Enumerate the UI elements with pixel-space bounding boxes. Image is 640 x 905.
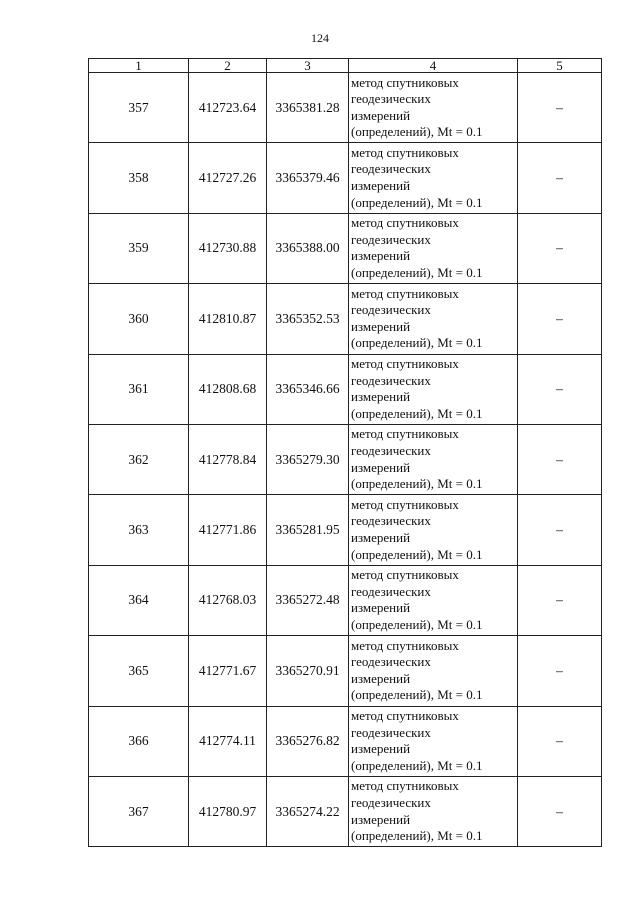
method-line: измерений bbox=[351, 459, 411, 475]
x-coordinate-cell: 412730.88 bbox=[189, 213, 267, 283]
method-line: (определений), Mt = 0.1 bbox=[351, 335, 483, 351]
point-number-cell: 359 bbox=[89, 213, 189, 283]
method-line: измерений bbox=[351, 318, 411, 334]
x-coordinate-cell: 412808.68 bbox=[189, 354, 267, 424]
method-line: (определений), Mt = 0.1 bbox=[351, 405, 483, 421]
method-line: измерений bbox=[351, 389, 411, 405]
note-cell: – bbox=[518, 284, 602, 354]
point-number-cell: 363 bbox=[89, 495, 189, 565]
y-coordinate-cell: 3365274.22 bbox=[267, 776, 349, 846]
note-cell: – bbox=[518, 424, 602, 494]
note-cell: – bbox=[518, 73, 602, 143]
method-line: (определений), Mt = 0.1 bbox=[351, 828, 483, 844]
method-line: геодезических bbox=[351, 795, 431, 810]
method-line: метод спутниковых bbox=[351, 496, 459, 512]
point-number-cell: 361 bbox=[89, 354, 189, 424]
coordinates-table bbox=[88, 58, 602, 847]
method-line: метод спутниковых bbox=[351, 708, 459, 724]
column-header-5: 5 bbox=[518, 59, 602, 73]
table-row bbox=[89, 424, 602, 494]
method-line: геодезических bbox=[351, 372, 431, 388]
x-coordinate-cell: 412810.87 bbox=[189, 284, 267, 354]
table-row bbox=[89, 143, 602, 213]
y-coordinate-cell: 3365379.46 bbox=[267, 143, 349, 213]
column-header-4: 4 bbox=[349, 59, 518, 73]
point-number-cell: 364 bbox=[89, 565, 189, 635]
y-coordinate-cell: 3365352.53 bbox=[267, 284, 349, 354]
method-line: измерений bbox=[351, 670, 411, 686]
x-coordinate-cell: 412774.11 bbox=[189, 706, 267, 776]
table-row bbox=[89, 706, 602, 776]
point-number-cell: 357 bbox=[89, 73, 189, 143]
method-line: (определений), Mt = 0.1 bbox=[351, 757, 483, 773]
method-line: метод спутниковых bbox=[351, 356, 459, 372]
note-cell: – bbox=[518, 636, 602, 706]
method-cell bbox=[349, 73, 518, 143]
method-cell bbox=[349, 776, 518, 846]
method-line: метод спутниковых bbox=[351, 215, 459, 231]
method-cell bbox=[349, 424, 518, 494]
method-cell bbox=[349, 284, 518, 354]
method-line: (определений), Mt = 0.1 bbox=[351, 194, 483, 210]
method-line: геодезических bbox=[351, 161, 431, 177]
x-coordinate-cell: 412771.86 bbox=[189, 495, 267, 565]
method-line: (определений), Mt = 0.1 bbox=[351, 687, 483, 703]
table-row bbox=[89, 636, 602, 706]
x-coordinate-cell: 412768.03 bbox=[189, 565, 267, 635]
method-line: (определений), Mt = 0.1 bbox=[351, 476, 483, 492]
point-number-cell: 366 bbox=[89, 706, 189, 776]
method-line: метод спутниковых bbox=[351, 285, 459, 301]
table-row bbox=[89, 73, 602, 143]
y-coordinate-cell: 3365270.91 bbox=[267, 636, 349, 706]
point-number-cell: 367 bbox=[89, 776, 189, 846]
table-row bbox=[89, 354, 602, 424]
table-row bbox=[89, 495, 602, 565]
table-body bbox=[89, 73, 602, 847]
note-cell: – bbox=[518, 706, 602, 776]
table-row bbox=[89, 213, 602, 283]
note-cell: – bbox=[518, 565, 602, 635]
method-line: геодезических bbox=[351, 513, 431, 529]
note-cell: – bbox=[518, 776, 602, 846]
method-line: (определений), Mt = 0.1 bbox=[351, 265, 483, 281]
x-coordinate-cell: 412727.26 bbox=[189, 143, 267, 213]
table-row bbox=[89, 284, 602, 354]
method-line: геодезических bbox=[351, 443, 431, 459]
method-line: геодезических bbox=[351, 231, 431, 247]
method-line: геодезических bbox=[351, 302, 431, 318]
method-cell bbox=[349, 565, 518, 635]
y-coordinate-cell: 3365388.00 bbox=[267, 213, 349, 283]
method-line: геодезических bbox=[351, 583, 431, 599]
method-line: измерений bbox=[351, 178, 411, 194]
note-cell: – bbox=[518, 143, 602, 213]
method-cell bbox=[349, 354, 518, 424]
y-coordinate-cell: 3365281.95 bbox=[267, 495, 349, 565]
y-coordinate-cell: 3365381.28 bbox=[267, 73, 349, 143]
method-cell bbox=[349, 706, 518, 776]
method-line: (определений), Mt = 0.1 bbox=[351, 546, 483, 562]
point-number-cell: 358 bbox=[89, 143, 189, 213]
x-coordinate-cell: 412778.84 bbox=[189, 424, 267, 494]
column-header-3: 3 bbox=[267, 59, 349, 73]
table-header-row bbox=[89, 59, 602, 73]
note-cell: – bbox=[518, 354, 602, 424]
method-cell bbox=[349, 213, 518, 283]
method-line: метод спутниковых bbox=[351, 567, 459, 583]
method-cell bbox=[349, 636, 518, 706]
table-row bbox=[89, 565, 602, 635]
method-line: измерений bbox=[351, 248, 411, 264]
method-line: измерений bbox=[351, 811, 411, 827]
method-cell bbox=[349, 143, 518, 213]
note-cell: – bbox=[518, 213, 602, 283]
method-line: геодезических bbox=[351, 724, 431, 740]
method-line: (определений), Mt = 0.1 bbox=[351, 617, 483, 633]
point-number-cell: 365 bbox=[89, 636, 189, 706]
y-coordinate-cell: 3365346.66 bbox=[267, 354, 349, 424]
table-row bbox=[89, 776, 602, 846]
x-coordinate-cell: 412780.97 bbox=[189, 776, 267, 846]
method-line: геодезических bbox=[351, 91, 431, 107]
method-line: измерений bbox=[351, 530, 411, 546]
method-line: метод спутниковых bbox=[351, 778, 459, 794]
method-line: метод спутниковых bbox=[351, 144, 459, 160]
y-coordinate-cell: 3365276.82 bbox=[267, 706, 349, 776]
x-coordinate-cell: 412771.67 bbox=[189, 636, 267, 706]
page-number: 124 bbox=[311, 31, 329, 45]
note-cell: – bbox=[518, 495, 602, 565]
point-number-cell: 362 bbox=[89, 424, 189, 494]
method-line: (определений), Mt = 0.1 bbox=[351, 124, 483, 140]
column-header-1: 1 bbox=[89, 59, 189, 73]
method-cell bbox=[349, 495, 518, 565]
method-line: измерений bbox=[351, 600, 411, 616]
method-line: метод спутниковых bbox=[351, 426, 459, 442]
point-number-cell: 360 bbox=[89, 284, 189, 354]
x-coordinate-cell: 412723.64 bbox=[189, 73, 267, 143]
y-coordinate-cell: 3365272.48 bbox=[267, 565, 349, 635]
method-line: геодезических bbox=[351, 654, 431, 670]
y-coordinate-cell: 3365279.30 bbox=[267, 424, 349, 494]
method-line: измерений bbox=[351, 741, 411, 757]
method-line: метод спутниковых bbox=[351, 74, 459, 90]
column-header-2: 2 bbox=[189, 59, 267, 73]
method-line: метод спутниковых bbox=[351, 637, 459, 653]
method-line: измерений bbox=[351, 107, 411, 123]
